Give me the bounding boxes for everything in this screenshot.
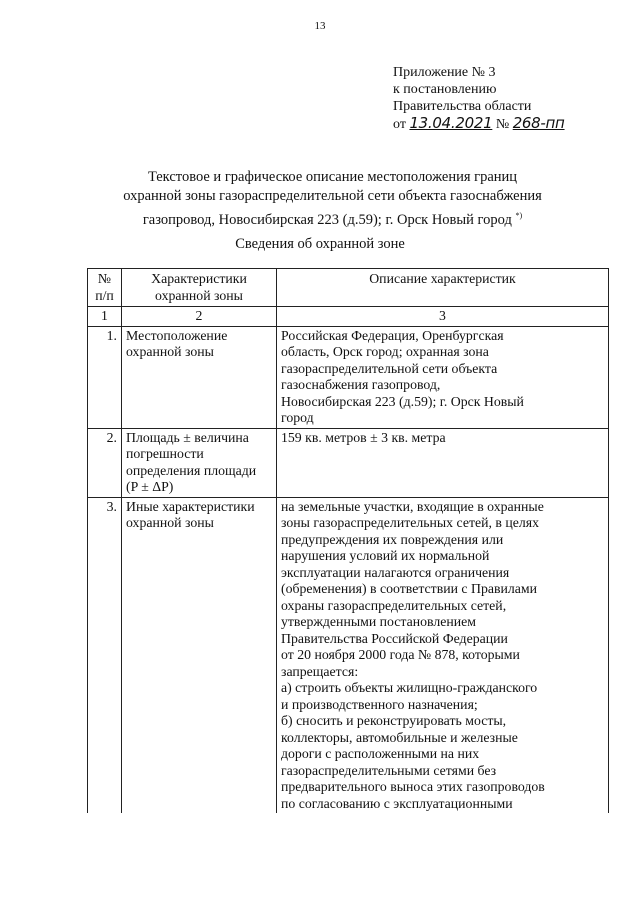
title-line-2: охранной зоны газораспределительной сети объекта газоснабжения (123, 188, 542, 204)
header-number-line-2: п/п (95, 287, 114, 303)
row-characteristic (122, 326, 277, 428)
desc-line: по согласованию с эксплуатационными (281, 795, 513, 811)
appendix-government-line: Правительства области (393, 99, 532, 114)
table-header-row (88, 269, 609, 307)
name-line: Площадь ± величина (126, 429, 249, 445)
desc-line: а) строить объекты жилищно-гражданского (281, 680, 538, 695)
desc-line: б) сносить и реконструировать мосты, (281, 713, 507, 728)
desc-line: на земельные участки, входящие в охранные (281, 498, 544, 514)
title-line-3 (60, 206, 605, 230)
desc-line: охраны газораспределительных сетей, (281, 597, 507, 613)
section-subtitle: Сведения об охранной зоне (235, 236, 405, 252)
footnote-mark: *) (515, 211, 523, 220)
desc-line: дороги с расположенными на них (281, 746, 480, 761)
row-number: 3. (88, 497, 122, 813)
desc-line: эксплуатации налагаются ограничения (281, 564, 510, 580)
header-description-line-1: Описание характеристик (369, 271, 516, 286)
header-characteristics (122, 269, 277, 307)
index-cell-1: 1 (88, 307, 122, 327)
name-line: определения площади (126, 462, 257, 478)
handwritten-number: 268-пп (512, 114, 565, 132)
row-number: 1. (88, 326, 122, 428)
desc-line: утвержденными постановлением (281, 614, 476, 629)
desc-line: предварительного выноса этих газопроводов (281, 779, 545, 794)
table-row (88, 326, 609, 428)
name-line: Местоположение (126, 327, 228, 343)
desc-line: газораспределительной сети объекта (281, 360, 498, 376)
name-line: охранной зоны (126, 344, 214, 359)
desc-line: газоснабжения газопровод, (281, 377, 441, 392)
desc-line: предупреждения их повреждения или (281, 531, 504, 547)
appendix-date-number-line (393, 115, 565, 133)
handwritten-date: 13.04.2021 (409, 114, 493, 132)
row-description (277, 497, 609, 813)
table-row (88, 428, 609, 497)
title-line-1: Текстовое и графическое описание местоположения границ (147, 169, 518, 185)
desc-line: зоны газораспределительных сетей, в целях (281, 515, 539, 530)
table-row (88, 497, 609, 813)
desc-line: Российская Федерация, Оренбургская (281, 327, 504, 343)
desc-line: коллекторы, автомобильные и железные (281, 729, 518, 745)
desc-line: запрещается: (281, 663, 359, 679)
header-characteristics-line-2: охранной зоны (155, 287, 243, 303)
row-description (277, 428, 609, 497)
appendix-title: Приложение № 3 (393, 65, 496, 80)
row-description (277, 326, 609, 428)
number-label: № (495, 117, 510, 132)
name-line: погрешности (126, 446, 204, 461)
date-label: от (393, 117, 406, 132)
row-characteristic (122, 428, 277, 497)
header-characteristics-line-1: Характеристики (151, 271, 247, 286)
desc-line: газораспределительными сетями без (281, 762, 497, 778)
name-line: охранной зоны (126, 515, 214, 530)
index-cell-3: 3 (277, 307, 609, 327)
name-line: Иные характеристики (126, 498, 255, 514)
zone-info-table (87, 268, 609, 813)
desc-line: от 20 ноября 2000 года № 878, которыми (281, 647, 520, 662)
desc-line: 159 кв. метров ± 3 кв. метра (281, 429, 446, 445)
header-description (277, 269, 609, 307)
name-line: (P ± ΔP) (126, 479, 174, 494)
title-line-3-text: газопровод, Новосибирская 223 (д.59); г. Орск Новый город (142, 211, 512, 228)
desc-line: город (281, 410, 314, 425)
page-number: 13 (314, 20, 326, 32)
document-title (60, 168, 605, 230)
desc-line: и производственного назначения; (281, 696, 478, 712)
appendix-resolution-line: к постановлению (393, 82, 497, 97)
row-characteristic (122, 497, 277, 813)
desc-line: Новосибирская 223 (д.59); г. Орск Новый (281, 393, 524, 409)
desc-line: Правительства Российской Федерации (281, 630, 508, 646)
table-index-row (88, 307, 609, 327)
desc-line: нарушения условий их нормальной (281, 548, 490, 563)
row-number: 2. (88, 428, 122, 497)
desc-line: (обременения) в соответствии с Правилами (281, 581, 538, 596)
header-number-line-1: № (97, 271, 112, 286)
index-cell-2: 2 (122, 307, 277, 327)
appendix-block (393, 64, 565, 133)
header-number (88, 269, 122, 307)
desc-line: область, Орск город; охранная зона (281, 344, 489, 359)
